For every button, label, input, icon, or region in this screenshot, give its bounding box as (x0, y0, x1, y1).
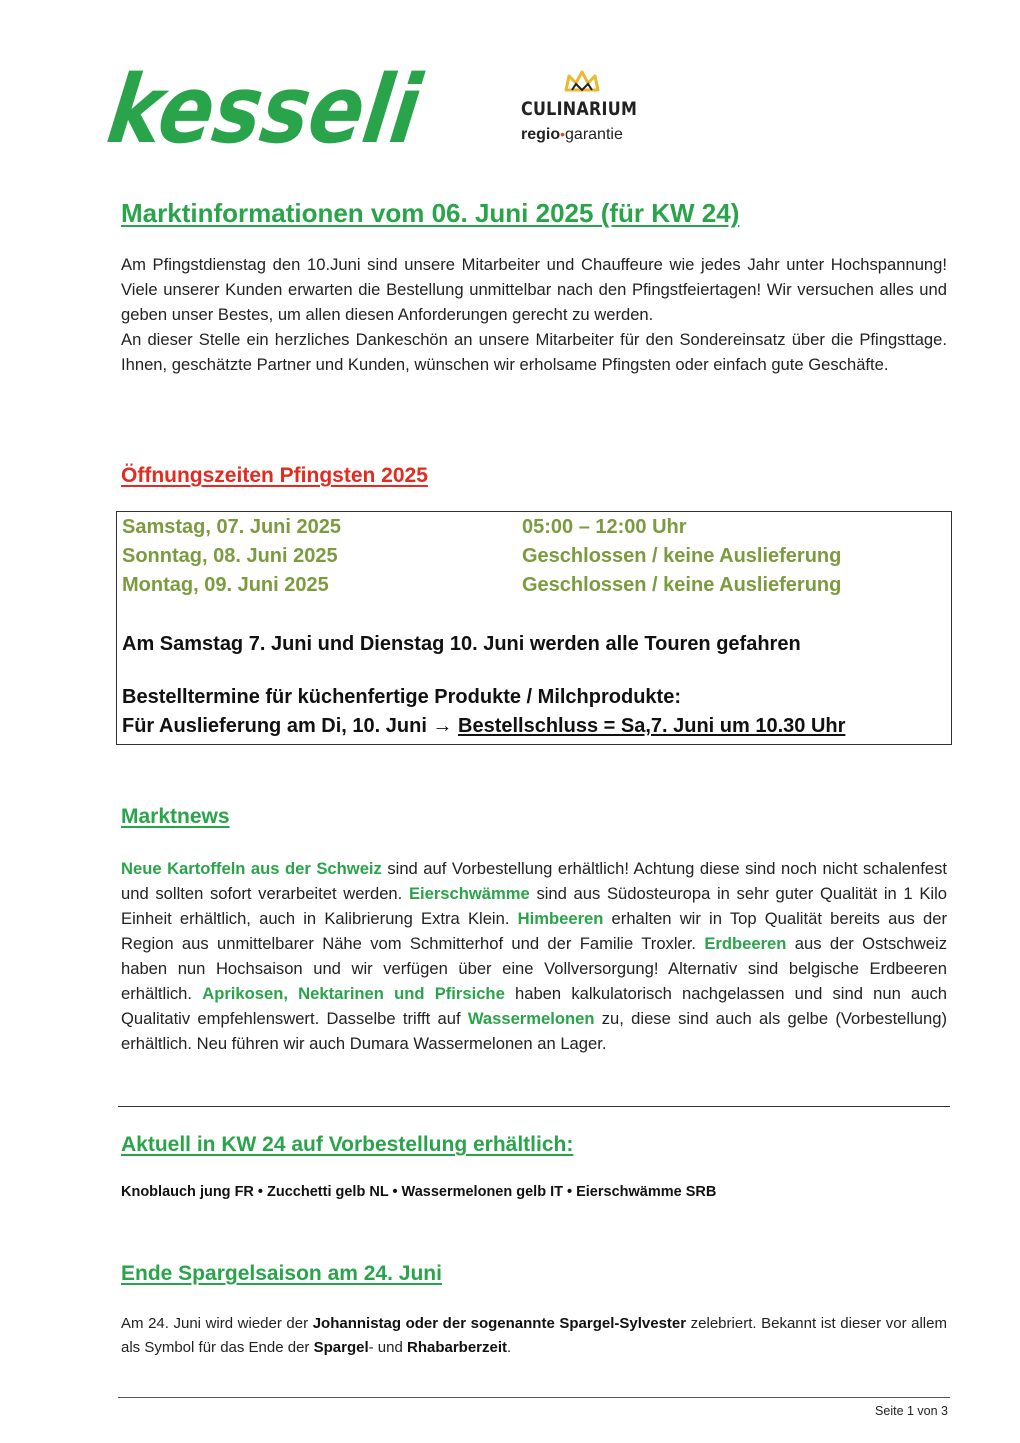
opening-hours: 05:00 – 12:00 Uhr (522, 516, 687, 538)
marktnews-text (121, 856, 947, 1056)
opening-row (122, 516, 687, 539)
intro-paragraph-2: An dieser Stelle ein herzliches Dankeschön an unsere Mitarbeiter für den Sondereinsatz über die Pfingsttage. Ihnen, geschätzte Partner und Kunden, wünschen wir erholsame Pfingsten oder einfach gute Geschäfte. (121, 330, 947, 374)
tours-note: Am Samstag 7. Juni und Dienstag 10. Juni werden alle Touren gefahren (122, 633, 801, 655)
spargel-bold-segment: Rhabarberzeit (407, 1339, 508, 1356)
news-text-segment: aus der Ostschweiz haben nun Hochsaison und wir verfügen über eine Vollversorgung! Alternativ sind belgische Erdbeeren erhältlich. (121, 934, 948, 1003)
divider (118, 1106, 950, 1107)
opening-row (122, 574, 842, 597)
crown-icon (564, 70, 600, 94)
spargel-bold-segment: Spargel (313, 1339, 369, 1356)
intro-text (121, 252, 947, 377)
spargel-text-segment: . (507, 1339, 512, 1356)
opening-day: Montag, 09. Juni 2025 (122, 574, 329, 596)
news-text-segment: sind auf Vorbestellung erhältlich! Achtung diese sind noch nicht schalenfest und sollten sofort verarbeitet werden. (121, 859, 947, 903)
spargel-title: Ende Spargelsaison am 24. Juni (121, 1262, 442, 1285)
culinarium-logo (512, 70, 654, 154)
news-text-segment: erhalten wir in Top Qualität bereits aus der Region aus unmittelbarer Nähe vom Schmitterhof und der Familie Troxler. (121, 909, 947, 953)
product-highlight: Erdbeeren (704, 934, 787, 953)
product-highlight: Neue Kartoffeln aus der Schweiz (121, 859, 382, 878)
product-highlight: Himbeeren (517, 909, 604, 928)
opening-row (122, 545, 842, 568)
spargel-text-segment: Am 24. Juni wird wieder der (121, 1315, 313, 1332)
opening-hours-title: Öffnungszeiten Pfingsten 2025 (121, 464, 428, 487)
order-heading: Bestelltermine für küchenfertige Produkte / Milchprodukte: (122, 686, 681, 708)
footer-divider (118, 1397, 950, 1398)
vorbestellung-items: Knoblauch jung FR • Zucchetti gelb NL • Wassermelonen gelb IT • Eierschwämme SRB (121, 1184, 717, 1200)
spargel-text (121, 1312, 947, 1360)
news-text-segment: haben kalkulatorisch nachgelassen und sind nun auch Qualitativ empfehlenswert. Dasselbe trifft auf (121, 984, 947, 1028)
kesseli-logo (101, 55, 480, 165)
culinarium-subtitle: regio•garantie (521, 126, 623, 143)
opening-day: Sonntag, 08. Juni 2025 (122, 545, 338, 567)
intro-paragraph-1: Am Pfingstdienstag den 10.Juni sind unsere Mitarbeiter und Chauffeure wie jedes Jahr unter Hochspannung! Viele unserer Kunden erwarten die Bestellung unmittelbar nach den Pfingstfeiertagen! Wir versuchen alles und geben unser Bestes, um allen diesen Anforderungen gerecht zu werden. (121, 255, 947, 324)
spargel-text-segment: - und (368, 1339, 407, 1356)
kesseli-logo-text: kesseli (101, 55, 480, 165)
spargel-text-segment: zelebriert. Bekannt ist dieser vor allem als Symbol für das Ende der (121, 1315, 947, 1356)
marktnews-title: Marktnews (121, 805, 230, 828)
order-deadline: Bestellschluss = Sa,7. Juni um 10.30 Uhr (458, 715, 846, 737)
page-number: Seite 1 von 3 (875, 1404, 948, 1418)
culinarium-name: CULINARIUM (521, 98, 638, 120)
opening-hours: Geschlossen / keine Auslieferung (522, 574, 842, 596)
opening-hours-box (116, 511, 952, 745)
page-title: Marktinformationen vom 06. Juni 2025 (für KW 24) (121, 198, 740, 228)
vorbestellung-title: Aktuell in KW 24 auf Vorbestellung erhältlich: (121, 1133, 574, 1156)
product-highlight: Eierschwämme (408, 884, 530, 903)
opening-day: Samstag, 07. Juni 2025 (122, 516, 342, 538)
order-deadline-line: Für Auslieferung am Di, 10. Juni → Bestellschluss = Sa,7. Juni um 10.30 Uhr (122, 715, 846, 737)
news-text-segment: zu, diese sind auch als gelbe (Vorbestellung) erhältlich. Neu führen wir auch Dumara Wassermelonen an Lager. (121, 1009, 947, 1053)
product-highlight: Wassermelonen (467, 1009, 595, 1028)
product-highlight: Aprikosen, Nektarinen und Pfirsiche (202, 984, 505, 1003)
news-text-segment: sind aus Südosteuropa in sehr guter Qualität in 1 Kilo Einheit erhältlich, auch in Kalibrierung Extra Klein. (121, 884, 947, 928)
opening-hours: Geschlossen / keine Auslieferung (522, 545, 842, 567)
spargel-bold-segment: Johannistag oder der sogenannte Spargel-Sylvester (312, 1315, 687, 1332)
